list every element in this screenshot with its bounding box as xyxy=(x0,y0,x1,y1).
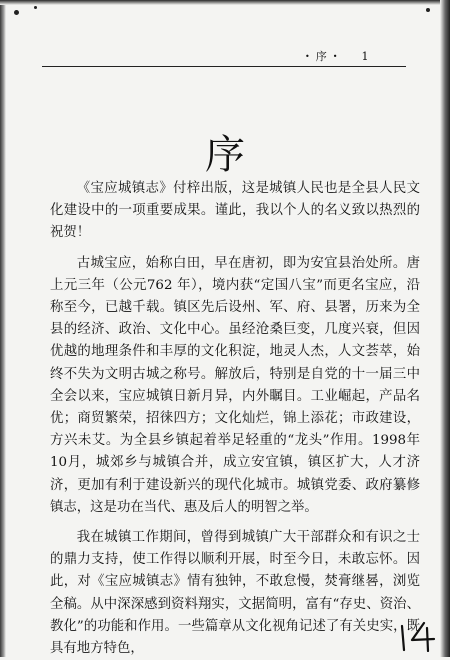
page-number: 1 xyxy=(361,49,369,63)
scan-shadow-right xyxy=(440,0,450,657)
handwritten-page-mark xyxy=(396,620,442,652)
paragraph-2: 古城宝应，始称白田，早在唐初，即为安宜县治处所。唐上元三年（公元762 年），境内获“定国八宝”而更名宝应，沿称至今，已越千载。镇区先后设州、军、府、县署，历来为全县的经济、政治、文化中心。虽经沧桑巨变，几度兴衰，但因优越的地理条件和丰厚的文化积淀，地灵人杰，人文荟萃，始终不失为文明古城之称号。解放后，特别是自党的十一届三中全会以来，宝应城镇日新月异，内外瞩目。工业崛起，产品名优；商贸繁荣，招徕四方；文化灿烂，锦上添花；市政建设，方兴未艾。为全县乡镇起着举足轻重的“龙头”作用。1998年10月，城郊乡与城镇合并，成立安宜镇，镇区扩大，人才济济，更加有利于建设新兴的现代化城市。城镇党委、政府纂修镇志，这是功在当代、惠及后人的明智之举。 xyxy=(50,255,420,515)
chapter-title: 序 xyxy=(205,131,245,178)
body-text xyxy=(50,178,420,660)
paragraph-1: 《宝应城镇志》付梓出版，这是城镇人民也是全县人民文化建设中的一项重要成果。谨此，我以个人的名义致以热烈的祝贺！ xyxy=(50,181,420,241)
running-header xyxy=(305,48,405,64)
header-rule xyxy=(42,66,406,67)
scan-shadow-left xyxy=(0,0,6,657)
scan-speck xyxy=(34,6,37,9)
scan-speck xyxy=(14,10,19,15)
header-title: 序 xyxy=(315,50,327,63)
scan-shadow-top xyxy=(0,0,450,5)
header-marker: • xyxy=(332,51,338,61)
header-marker: • xyxy=(305,51,310,61)
paragraph-3: 我在城镇工作期间，曾得到城镇广大干部群众和有识之士的鼎力支持，使工作得以顺利开展，时至今日，未敢忘怀。因此，对《宝应城镇志》情有独钟，不敢怠慢，焚膏继晷，浏览全稿。从中深深感到资料翔实，文据简明，富有“存史、资治、教化”的功能和作用。一些篇章从文化视角记述了有关史实，既具有地方特色， xyxy=(50,530,420,657)
scan-speck xyxy=(426,8,430,12)
